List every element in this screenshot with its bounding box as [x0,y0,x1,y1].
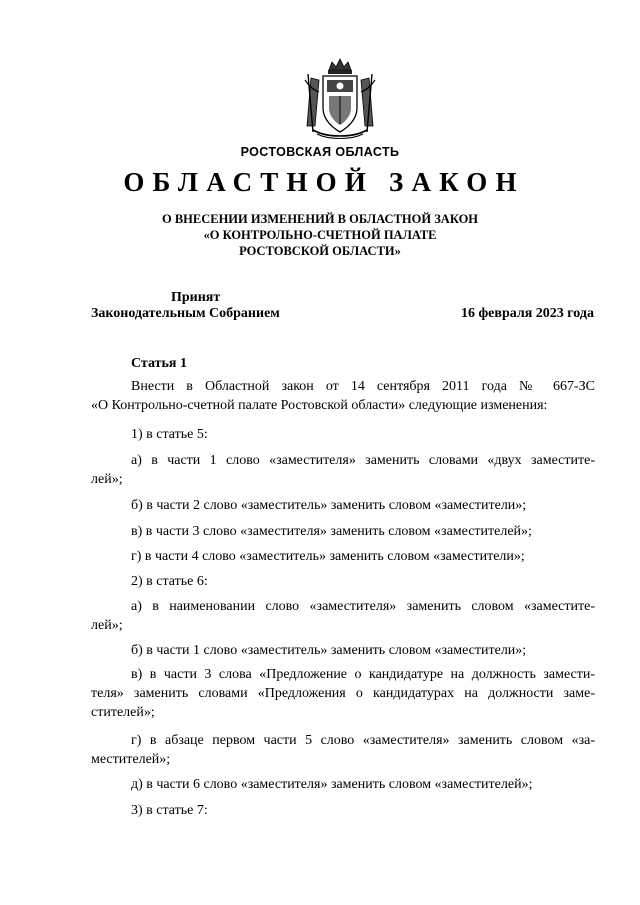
paragraph-line: д) в части 6 слово «заместителя» заменить словом «заместителей»; [131,777,533,792]
paragraph [91,547,595,566]
paragraph-line: а) в наименовании слово «заместителя» заменить словом «заместите- [131,599,595,614]
paragraph-line: в) в части 3 слова «Предложение о кандидатуре на должность замести- [131,667,595,682]
paragraph [91,801,595,820]
subtitle-line: РОСТОВСКОЙ ОБЛАСТИ» [239,244,401,258]
paragraph [91,425,595,444]
document-title: ОБЛАСТНОЙ ЗАКОН [123,167,525,197]
paragraph [91,775,595,794]
paragraph [91,665,595,722]
paragraph [91,377,595,415]
paragraph [91,597,595,635]
paragraph-line: 2) в статье 6: [131,574,208,589]
adopted-label: Принят [171,290,221,305]
paragraph [91,572,595,591]
paragraph-line: 3) в статье 7: [131,803,208,818]
adopting-body: Законодательным Собранием [91,306,280,321]
paragraph-line: лей»; [91,472,123,487]
paragraph-line: в) в части 3 слово «заместителя» заменить словом «заместителей»; [131,524,532,539]
paragraph-line: а) в части 1 слово «заместителя» заменить словами «двух заместите- [131,453,595,468]
paragraph [91,522,595,541]
paragraph-line: лей»; [91,618,123,633]
paragraph-line: Внести в Областной закон от 14 сентября 2011 года № 667-ЗС [131,379,595,394]
paragraph-line: б) в части 2 слово «заместитель» заменить словом «заместители»; [131,498,527,513]
paragraph-line: «О Контрольно-счетной палате Ростовской области» следующие изменения: [91,398,548,413]
paragraph-line: г) в части 4 слово «заместитель» заменить словом «заместители»; [131,549,525,564]
paragraph-line: стителей»; [91,705,155,720]
paragraph [91,641,595,660]
paragraph-line: г) в абзаце первом части 5 слово «заместителя» заменить словом «за- [131,733,595,748]
paragraph-line: 1) в статье 5: [131,427,208,442]
paragraph [91,496,595,515]
paragraph-line: б) в части 1 слово «заместитель» заменить словом «заместители»; [131,643,527,658]
paragraph [91,451,595,489]
paragraph-line: теля» заменить словами «Предложения о кандидатурах на должности заме- [91,686,595,701]
paragraph [91,731,595,769]
adoption-date: 16 февраля 2023 года [461,306,594,321]
article-heading: Статья 1 [131,356,187,371]
paragraph-line: местителей»; [91,752,171,767]
region-name: РОСТОВСКАЯ ОБЛАСТЬ [240,145,400,159]
coat-of-arms-icon [299,56,381,140]
subtitle-line: «О КОНТРОЛЬНО-СЧЕТНОЙ ПАЛАТЕ [203,228,437,242]
law-subtitle [0,211,640,259]
subtitle-line: О ВНЕСЕНИИ ИЗМЕНЕНИЙ В ОБЛАСТНОЙ ЗАКОН [161,212,479,226]
